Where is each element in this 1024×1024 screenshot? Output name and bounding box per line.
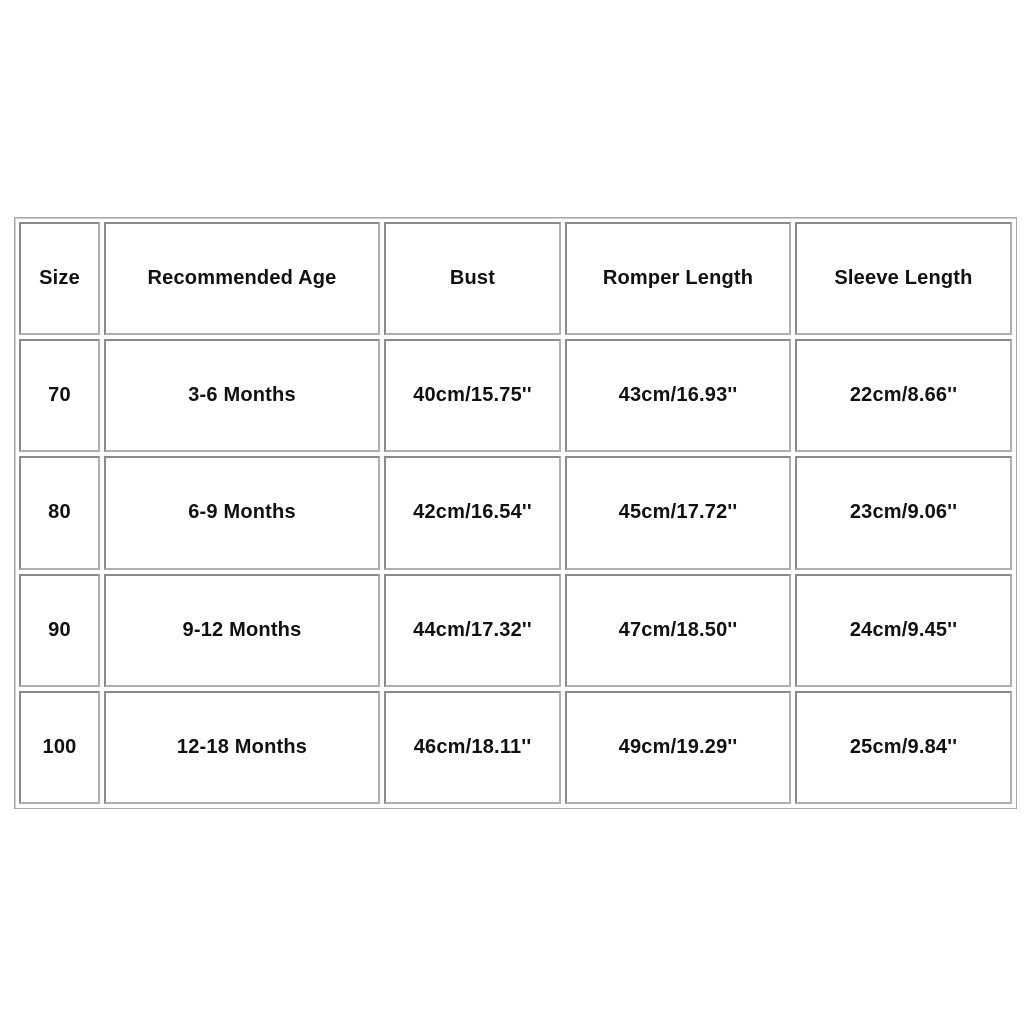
cell-sleeve-length: 24cm/9.45'' — [795, 574, 1012, 687]
cell-recommended-age: 12-18 Months — [104, 691, 380, 804]
cell-sleeve-length: 22cm/8.66'' — [795, 339, 1012, 452]
table-header-row — [19, 222, 1012, 335]
cell-size: 90 — [19, 574, 100, 687]
table-row — [19, 574, 1012, 687]
header-sleeve-length: Sleeve Length — [795, 222, 1012, 335]
cell-size: 100 — [19, 691, 100, 804]
cell-bust: 46cm/18.11'' — [384, 691, 561, 804]
cell-size: 80 — [19, 456, 100, 569]
cell-romper-length: 45cm/17.72'' — [565, 456, 791, 569]
cell-recommended-age: 3-6 Months — [104, 339, 380, 452]
cell-bust: 42cm/16.54'' — [384, 456, 561, 569]
cell-sleeve-length: 25cm/9.84'' — [795, 691, 1012, 804]
cell-bust: 40cm/15.75'' — [384, 339, 561, 452]
cell-romper-length: 43cm/16.93'' — [565, 339, 791, 452]
cell-recommended-age: 6-9 Months — [104, 456, 380, 569]
header-bust: Bust — [384, 222, 561, 335]
cell-romper-length: 49cm/19.29'' — [565, 691, 791, 804]
table-row — [19, 691, 1012, 804]
cell-recommended-age: 9-12 Months — [104, 574, 380, 687]
table-row — [19, 456, 1012, 569]
cell-bust: 44cm/17.32'' — [384, 574, 561, 687]
cell-romper-length: 47cm/18.50'' — [565, 574, 791, 687]
header-size: Size — [19, 222, 100, 335]
cell-sleeve-length: 23cm/9.06'' — [795, 456, 1012, 569]
header-romper-length: Romper Length — [565, 222, 791, 335]
header-recommended-age: Recommended Age — [104, 222, 380, 335]
table-row — [19, 339, 1012, 452]
size-chart-table — [14, 217, 1017, 809]
cell-size: 70 — [19, 339, 100, 452]
